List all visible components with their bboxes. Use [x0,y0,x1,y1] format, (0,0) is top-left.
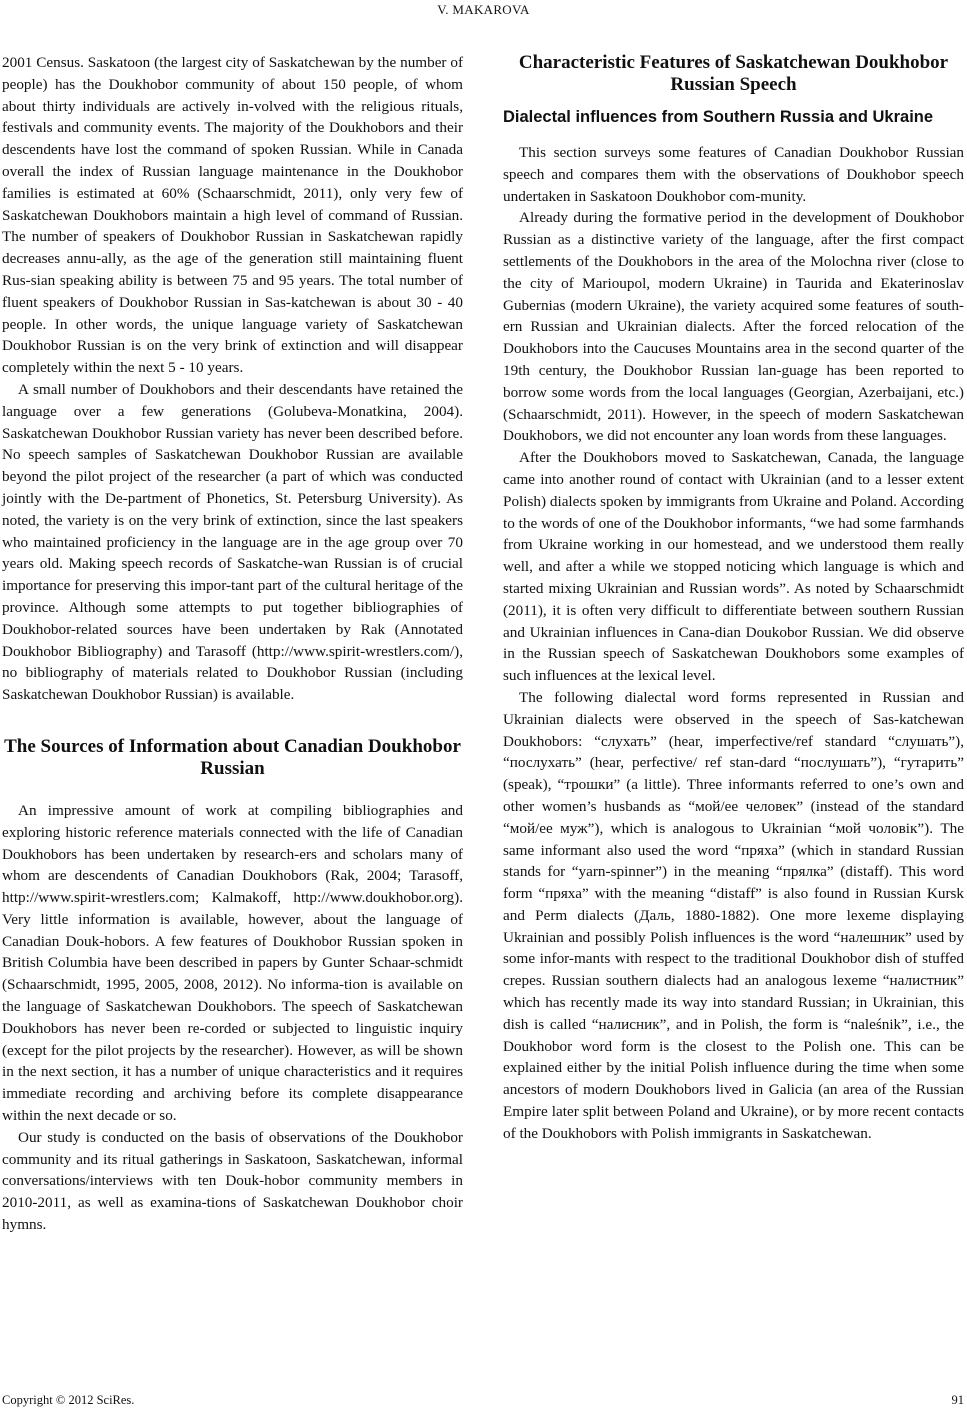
paragraph: This section surveys some features of Canadian Doukhobor Russian speech and compares them with the observations of Doukhobor speech undertaken in Saskatoon Doukhobor com-munity. [503,144,964,205]
running-head: V. MAKAROVA [437,2,530,17]
copyright-notice: Copyright © 2012 SciRes. [2,1393,135,1407]
page-footer [2,1393,964,1408]
paragraph: An impressive amount of work at compiling bibliographies and exploring historic reference materials connected with the life of Canadian Doukhobors has been undertaken by research-ers and scholars many of whom are descendents of Canadian Doukhobors (Rak, 2004; Tarasoff, http://www.spirit-wrestlers.com; Kalmakoff, http://www.doukhobor.org). Very little information is available, however, about the language of Canadian Douk-hobors. A few features of Doukhobor Russian spoken in British Columbia have been described in papers by Gunter Schaar-schmidt (Schaarschmidt, 1995, 2005, 2008, 2012). No informa-tion is available on the language of Saskatchewan Doukhobors. The speech of Saskatchewan Doukhobors has never been re-corded or subjected to linguistic inquiry (except for the pilot projects by the researcher). However, as will be shown in the next section, it has a number of unique characteristics and it requires immediate recording and archiving before its complete disappearance within the next decade or so. [2,801,463,1125]
paragraph: 2001 Census. Saskatoon (the largest city of Saskatchewan by the number of people) has the Doukhobor community of about 150 people, of whom about thirty individuals are actively in-volved with the religious rituals, festivals and community events. The majority of the Doukhobors and their descendents have lost the command of spoken Russian. While in Canada overall the index of Russian language maintenance in the Doukhobor families is estimated at 60% (Schaarschmidt, 2011), only very few of Saskatchewan Doukhobors maintain a high level of command of Russian. The number of speakers of Doukhobor Russian in Saskatchewan rapidly decreases annu-ally, as the age of the generation still maintaining fluent Rus-sian speaking ability is between 75 and 95 years. The total number of fluent speakers of Doukhobor Russian in Sas-katchewan is about 30 - 40 people. In other words, the unique language variety of Saskatchewan Doukhobor Russian is on the very brink of extinction and will disappear completely within the next 5 - 10 years. [2,54,463,377]
paragraph: A small number of Doukhobors and their descendants have retained the language over a few generations (Golubeva-Monatkina, 2004). Saskatchewan Doukhobor Russian variety has never been described before. No speech samples of Saskatchewan Doukhobor Russian are available beyond the pilot project of the researcher (a part of which was conducted jointly with the De-partment of Phonetics, St. Petersburg University). As noted, the variety is on the very brink of extinction, since the last speakers who maintained proficiency in the language are in the age group over 70 years old. Making speech records of Saskatche-wan Russian is of crucial importance for preserving this impor-tant part of the cultural heritage of the province. Although some attempts to put together bibliographies of Doukhobor-related sources have been undertaken by Rak (Annotated Doukhobor Bibliography) and Tarasoff (http://www.spirit-wrestlers.com/), no bibliography of materials related to Doukhobor Russian (including Saskatchewan Doukhobor Russian) is available. [2,380,463,704]
paragraph: Our study is conducted on the basis of observations of the Doukhobor community and its ritual gatherings in Saskatoon, Saskatchewan, informal conversations/interviews with ten Douk-hobor community members in 2010-2011, as well as examina-tions of Saskatchewan Doukhobor choir hymns. [2,1128,463,1234]
paragraph: Already during the formative period in the development of Doukhobor Russian as a distinctive variety of the language, after the first compact settlements of the Doukhobors in the area of the Molochna river (close to the city of Marioupol, modern Ukraine) in Taurida and Ekaterinoslav Gubernias (modern Ukraine), the variety acquired some features of south-ern Russian and Ukrainian dialects. After the forced relocation of the Doukhobors into the Caucuses Mountains area in the second quarter of the 19th century, the Doukhobor Russian lan-guage has been reported to borrow some words from the local languages (Georgian, Azerbaijani, etc.) (Schaarschmidt, 2011). However, in the speech of modern Saskatchewan Doukhobors, we did not encounter any loan words from these languages. [503,209,964,445]
section-heading: The Sources of Information about Canadian Doukhobor Russian [4,735,461,779]
section-heading: Characteristic Features of Saskatchewan Doukhobor Russian Speech [518,52,949,95]
left-column [2,52,463,1236]
page-number: 91 [951,1393,964,1407]
right-column [503,52,964,1145]
subsection-heading: Dialectal influences from Southern Russia and Ukraine [503,108,934,126]
paragraph: After the Doukhobors moved to Saskatchewan, Canada, the language came into another round of contact with Ukrainian (and to a lesser extent Polish) dialects spoken by immigrants from Ukraine and Poland. According to the words of one of the Doukhobor informants, “we had some farmhands from Ukraine working in our homestead, and we understood them really well, and after a while we stopped noticing which language is which and started mixing Ukrainian and Russian words”. As noted by Schaarschmidt (2011), it is often very difficult to differentiate between southern Russian and Ukrainian influences in Cana-dian Doukobor Russian. We did observe in the Russian speech of Saskatchewan Doukhobors some examples of such influences at the lexical level. [503,449,964,685]
paragraph: The following dialectal word forms represented in Russian and Ukrainian dialects were observed in the speech of Sas-katchewan Doukhobors: “слухать” (hear, imperfective/ref standard “слушать”), “послухать” (hear, perfective/ ref stan-dard “послушать”), “гутарить” (speak), “трошки” (a little). Three informants referred to one’s own and other women’s husbands as “мой/ее человек” (instead of the standard “мой/ее муж”), which is analogous to Ukrainian “мой чоловiк”). The same informant also used the word “пряха” (which in standard Russian stands for “yarn-spinner”) in the meaning “прялка” (distaff). This word form “пряха” with the meaning “distaff” is also found in Russian Kursk and Perm dialects (Даль, 1880-1882). One more lexeme displaying Ukrainian and possibly Polish influences is the word “налешник” used by some infor-mants with respect to the traditional Doukhobor dish of stuffed crepes. Russian southern dialects had an analogous lexeme “налистник” which has recently made its way into standard Russian; in Ukrainian, this dish is called “налисник”, and in Polish, the form is “naleśnik”, i.e., the Doukhobor word form is the closest to the Polish one. This can be explained either by the initial Polish influence during the time when some ancestors of modern Doukhobors lived in Galicia (an area of the Russian Empire later split between Poland and Ukraine), or by more recent contacts of the Doukhobors with Polish immigrants in Saskatchewan. [503,688,964,1142]
